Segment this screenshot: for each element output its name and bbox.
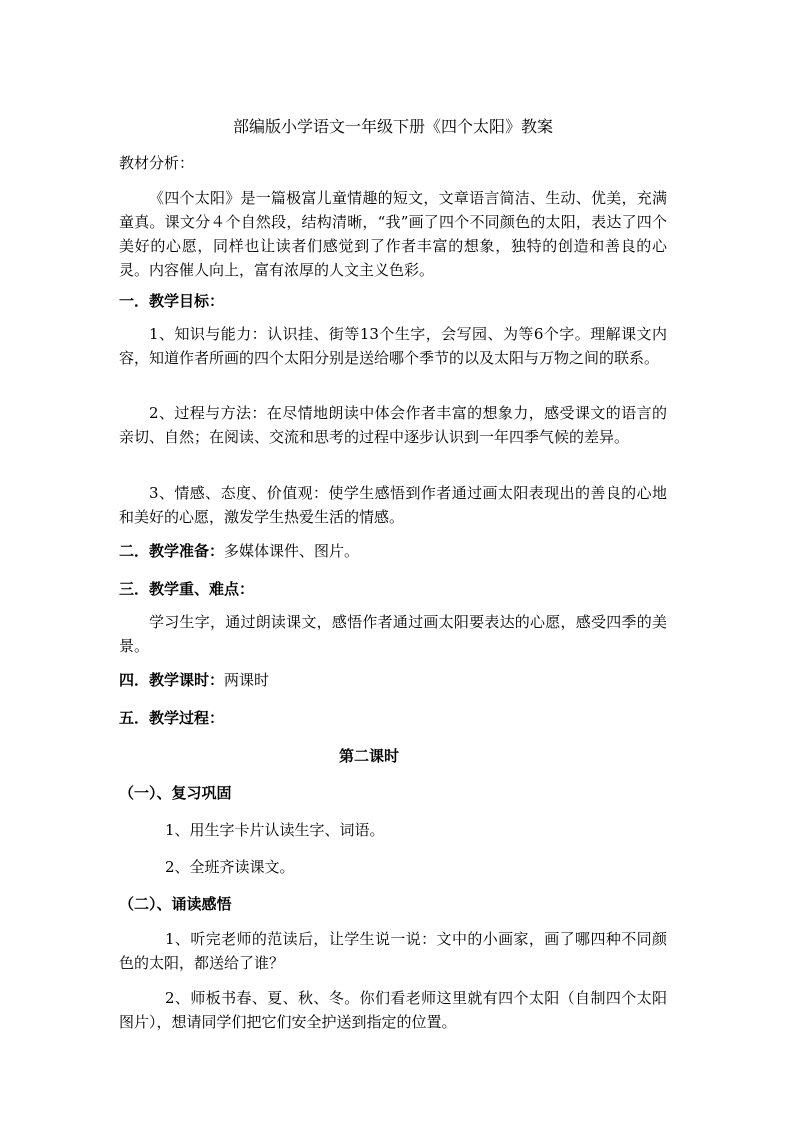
section-preparation xyxy=(119,540,359,561)
part-1-item-2: 2、全班齐读课文。 xyxy=(165,858,295,876)
part-1-item-1: 1、用生字卡片认读生字、词语。 xyxy=(165,821,385,839)
part-2-heading: （二）、诵读感悟 xyxy=(119,895,232,913)
section-keypoints-heading: 三．教学重、难点： xyxy=(119,580,255,598)
part-2-text-1: 1、听完老师的范读后，让学生说一说：文中的小画家，画了哪四种不同颜色的太阳，都送给了谁？ xyxy=(119,930,667,972)
goal-1-paragraph xyxy=(119,322,667,370)
preparation-text: 多媒体课件、图片。 xyxy=(224,542,360,560)
section-goals-heading: 一．教学目标： xyxy=(119,292,225,310)
goal-1-text: 1、知识与能力：认识挂、街等13个生字，会写园、为等6个字。理解课文内容，知道作者所画的四个太阳分别是送给哪个季节的以及太阳与万物之间的联系。 xyxy=(119,325,667,367)
analysis-text: 《四个太阳》是一篇极富儿童情趣的短文，文章语言简洁、生动、优美，充满童真。课文分４个自然段，结构清晰，“我”画了四个不同颜色的太阳，表达了四个美好的心愿，同样也让读者们感觉到了作者丰富的想象，独特的创造和善良的心灵。内容催人向上，富有浓厚的人文主义色彩。 xyxy=(119,189,667,279)
goal-2-text: 2、过程与方法：在尽情地朗读中体会作者丰富的想象力，感受课文的语言的亲切、自然；在阅读、交流和思考的过程中逐步认识到一年四季气候的差异。 xyxy=(119,404,667,446)
analysis-paragraph xyxy=(119,186,667,282)
keypoints-paragraph xyxy=(119,610,667,658)
hours-text: 两课时 xyxy=(224,671,270,689)
part-2-text-2: 2、师板书春、夏、秋、冬。你们看老师这里就有四个太阳（自制四个太阳图片），想请同学们把它们安全护送到指定的位置。 xyxy=(119,989,667,1031)
part-2-paragraph-2 xyxy=(119,986,667,1034)
goal-3-text: 3、情感、态度、价值观：使学生感悟到作者通过画太阳表现出的善良的心地和美好的心愿，激发学生热爱生活的情感。 xyxy=(119,484,667,526)
preparation-label: 二．教学准备： xyxy=(119,542,225,560)
goal-2-paragraph xyxy=(119,401,667,449)
keypoints-text: 学习生字，通过朗读课文，感悟作者通过画太阳要表达的心愿，感受四季的美景。 xyxy=(119,613,667,655)
document-title: 部编版小学语文一年级下册《四个太阳》教案 xyxy=(232,117,553,136)
part-2-paragraph-1 xyxy=(119,927,667,975)
goal-3-paragraph xyxy=(119,481,667,529)
hours-label: 四．教学课时： xyxy=(119,671,225,689)
lesson-title: 第二课时 xyxy=(338,747,399,765)
analysis-heading: 教材分析： xyxy=(119,154,195,172)
part-1-heading: （一）、复习巩固 xyxy=(119,784,232,802)
section-process-heading: 五．教学过程： xyxy=(119,709,225,727)
section-hours xyxy=(119,669,269,690)
